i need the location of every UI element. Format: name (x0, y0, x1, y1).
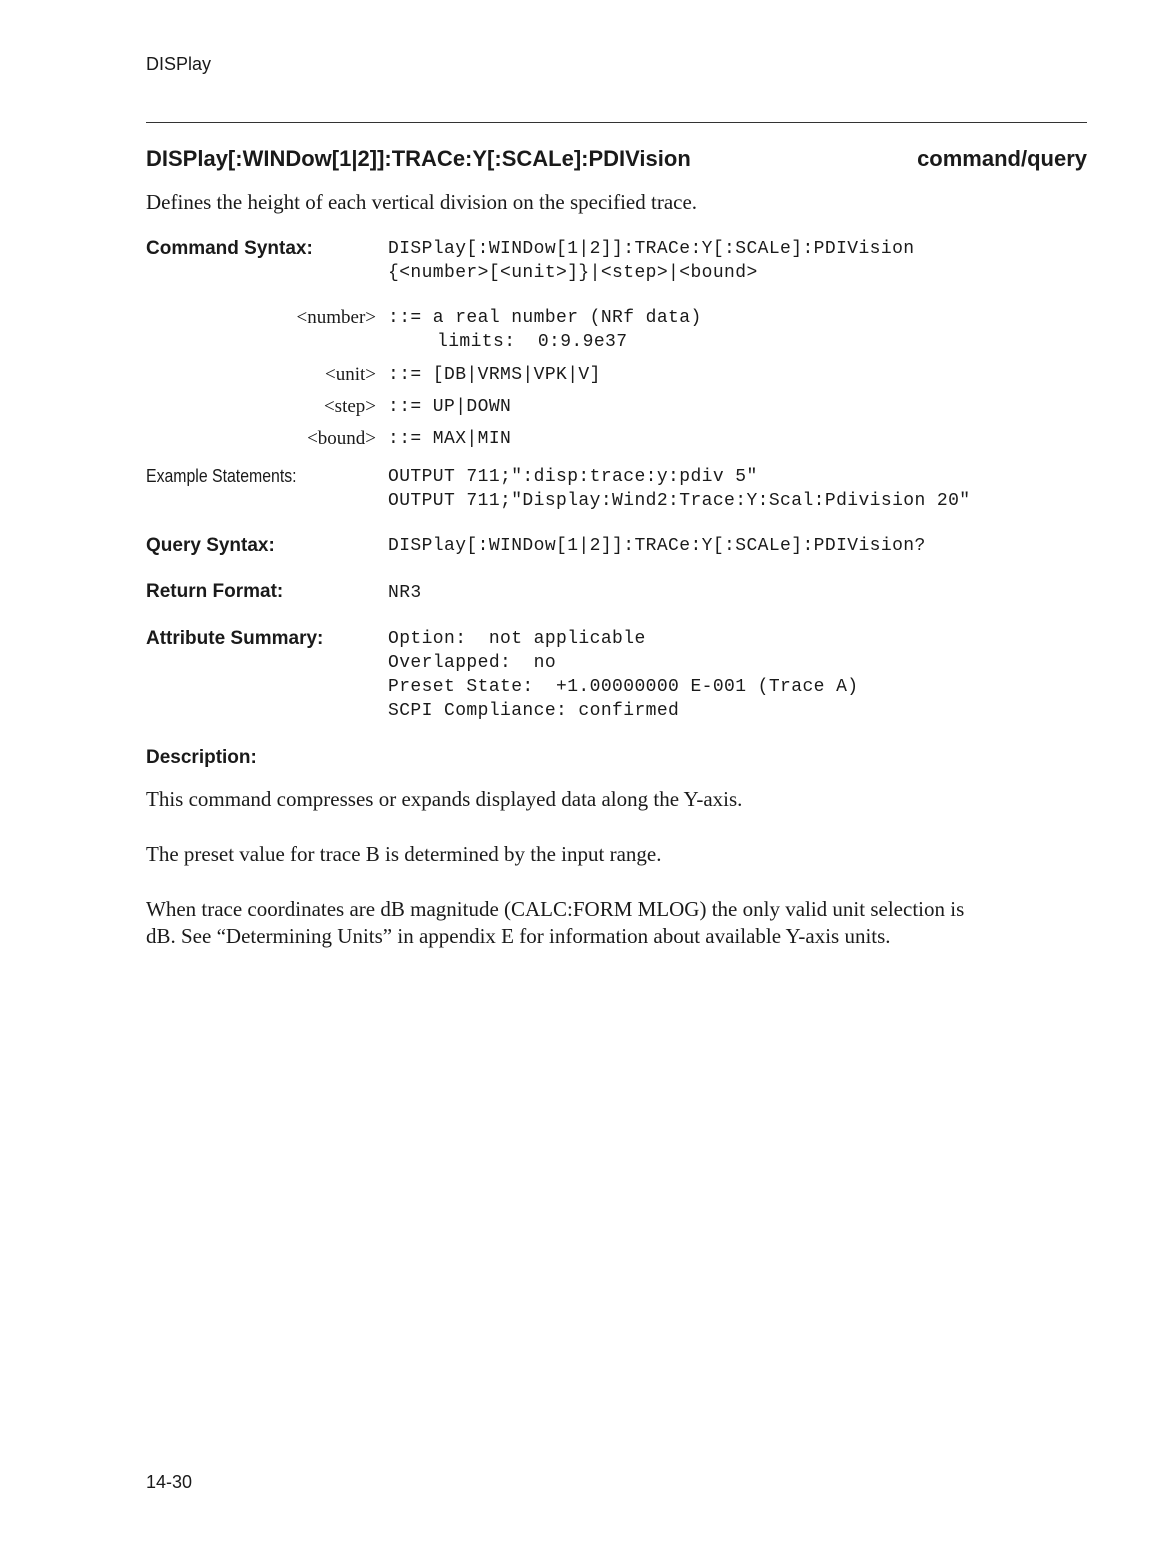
attribute-summary-label: Attribute Summary: (146, 628, 324, 649)
param-number-def: ::= a real number (NRf data) (388, 308, 702, 328)
attribute-preset-state: Preset State: +1.00000000 E-001 (Trace A) (388, 677, 859, 697)
param-unit-name: <unit> (325, 364, 376, 385)
param-bound-name: <bound> (307, 428, 376, 449)
return-format-label: Return Format: (146, 581, 284, 602)
example-line-1: OUTPUT 711;":disp:trace:y:pdiv 5" (388, 467, 758, 487)
examples-label: Example Statements: (146, 466, 297, 486)
param-bound-def: ::= MAX|MIN (388, 429, 512, 449)
description-paragraph-2: The preset value for trace B is determined by the input range. (146, 842, 662, 866)
param-number-name: <number> (296, 307, 376, 328)
attribute-scpi-compliance: SCPI Compliance: confirmed (388, 701, 680, 721)
param-unit-def: ::= [DB|VRMS|VPK|V] (388, 365, 601, 385)
param-step-name: <step> (323, 396, 376, 417)
param-step-def: ::= UP|DOWN (388, 397, 512, 417)
running-header: DISPlay (146, 54, 212, 74)
description-paragraph-3-line-2: dB. See “Determining Units” in appendix E for information about available Y-axis units. (146, 924, 891, 948)
query-syntax-value: DISPlay[:WINDow[1|2]]:TRACe:Y[:SCALe]:PDIVision? (388, 536, 926, 556)
command-title: DISPlay[:WINDow[1|2]]:TRACe:Y[:SCALe]:PDIVision (146, 146, 691, 171)
command-syntax-line2: {<number>[<unit>]}|<step>|<bound> (388, 263, 758, 283)
param-number-limits: limits: 0:9.9e37 (437, 332, 628, 352)
attribute-option: Option: not applicable (388, 629, 646, 649)
description-paragraph-1: This command compresses or expands displayed data along the Y-axis. (146, 787, 743, 811)
command-summary: Defines the height of each vertical division on the specified trace. (146, 190, 698, 214)
command-kind: command/query (917, 146, 1087, 171)
query-syntax-label: Query Syntax: (146, 535, 275, 556)
header-rule (146, 122, 1087, 123)
command-syntax-label: Command Syntax: (146, 238, 313, 259)
description-label: Description: (146, 747, 257, 768)
attribute-overlapped: Overlapped: no (388, 653, 557, 673)
return-format-value: NR3 (388, 583, 422, 603)
page-number: 14-30 (146, 1472, 193, 1492)
description-paragraph-3-line-1: When trace coordinates are dB magnitude (CALC:FORM MLOG) the only valid unit selection is (146, 897, 965, 921)
command-syntax-line1: DISPlay[:WINDow[1|2]]:TRACe:Y[:SCALe]:PDIVision (388, 239, 915, 259)
example-line-2: OUTPUT 711;"Display:Wind2:Trace:Y:Scal:Pdivision 20" (388, 491, 971, 511)
